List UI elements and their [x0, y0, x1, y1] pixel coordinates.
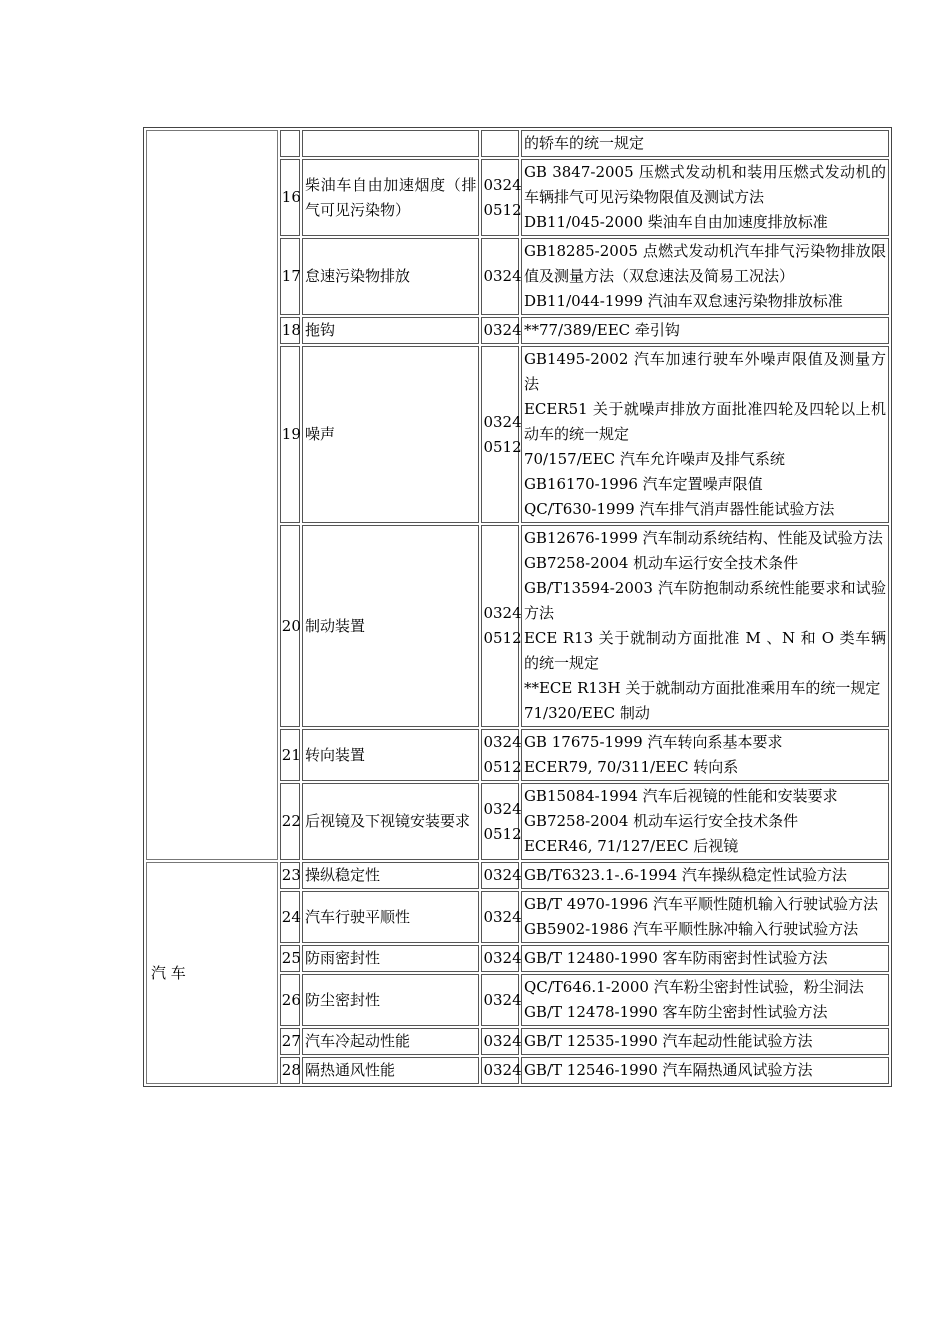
item-number: 24	[280, 891, 300, 943]
item-name: 怠速污染物排放	[302, 238, 479, 315]
item-code: 0324	[483, 949, 522, 967]
standard-entry: QC/T630-1999 汽车排气消声器性能试验方法	[523, 500, 835, 518]
standard-entry: GB/T 12478-1990 客车防尘密封性试验方法	[523, 1003, 828, 1021]
item-standards	[521, 346, 889, 523]
standard-entry: GB/T 4970-1996 汽车平顺性随机输入行驶试验方法	[523, 895, 878, 913]
item-code: 0324	[483, 990, 522, 1009]
item-codes	[481, 317, 522, 344]
item-number: 16	[280, 159, 300, 236]
standard-entry: GB1495-2002 汽车加速行驶车外噪声限值及测量方法	[523, 350, 886, 393]
standard-entry: GB 17675-1999 汽车转向系基本要求	[523, 733, 783, 751]
item-code: 0324	[483, 799, 522, 818]
standard-entry: ECE R13 关于就制动方面批准 M 、N 和 O 类车辆的统一规定	[523, 629, 886, 672]
item-codes	[481, 974, 522, 1026]
table-row	[146, 130, 889, 157]
item-codes	[481, 525, 522, 727]
item-standards	[521, 891, 889, 943]
standard-entry: GB5902-1986 汽车平顺性脉冲输入行驶试验方法	[523, 920, 859, 938]
item-standards	[521, 974, 889, 1026]
item-codes	[481, 891, 522, 943]
item-number: 23	[280, 862, 300, 889]
category-cell	[146, 862, 278, 1084]
table-row	[146, 862, 889, 889]
item-name: 汽车行驶平顺性	[302, 891, 479, 943]
item-codes	[481, 238, 522, 315]
item-number	[280, 130, 300, 157]
standard-entry: GB7258-2004 机动车运行安全技术条件	[523, 554, 799, 572]
item-code: 0324	[483, 907, 522, 926]
item-code: 0324	[483, 321, 522, 339]
item-codes	[481, 346, 522, 523]
item-standards	[521, 729, 889, 781]
item-number: 20	[280, 525, 300, 727]
item-number: 19	[280, 346, 300, 523]
item-codes	[481, 945, 522, 972]
standard-entry: GB/T6323.1-.6-1994 汽车操纵稳定性试验方法	[523, 866, 847, 884]
item-standards	[521, 238, 889, 315]
item-number: 25	[280, 945, 300, 972]
standard-entry: **ECE R13H 关于就制动方面批准乘用车的统一规定	[523, 679, 881, 697]
standard-entry: DB11/045-2000 柴油车自由加速度排放标准	[523, 213, 828, 231]
standards-table	[143, 127, 892, 1087]
item-code: 0512	[483, 758, 522, 776]
standard-entry: GB/T13594-2003 汽车防抱制动系统性能要求和试验方法	[523, 579, 886, 622]
item-standards	[521, 945, 889, 972]
item-code: 0324	[483, 604, 522, 622]
item-codes	[481, 1028, 522, 1055]
item-name: 隔热通风性能	[302, 1057, 479, 1084]
standard-entry: GB7258-2004 机动车运行安全技术条件	[523, 812, 799, 830]
item-number: 26	[280, 974, 300, 1026]
item-code: 0324	[483, 866, 522, 884]
item-standards	[521, 862, 889, 889]
standard-entry: ECER51 关于就噪声排放方面批准四轮及四轮以上机动车的统一规定	[523, 400, 886, 443]
item-code: 0324	[483, 733, 522, 751]
item-code: 0512	[483, 824, 522, 843]
item-name: 操纵稳定性	[302, 862, 479, 889]
standard-entry: 70/157/EEC 汽车允许噪声及排气系统	[523, 450, 785, 468]
standard-entry: GB16170-1996 汽车定置噪声限值	[523, 475, 763, 493]
standard-entry: GB18285-2005 点燃式发动机汽车排气污染物排放限值及测量方法（双怠速法及简易工况法）	[523, 242, 886, 285]
item-code: 0324	[483, 175, 522, 194]
item-name	[302, 130, 479, 157]
item-name: 后视镜及下视镜安装要求	[302, 783, 479, 860]
standard-entry: GB/T 12546-1990 汽车隔热通风试验方法	[523, 1061, 813, 1079]
item-standards	[521, 1057, 889, 1084]
item-code: 0324	[483, 412, 522, 431]
category-cell	[146, 130, 278, 860]
item-name: 柴油车自由加速烟度（排气可见污染物）	[302, 159, 479, 236]
standard-entry: ECER46, 71/127/EEC 后视镜	[523, 837, 739, 855]
standard-entry: GB/T 12535-1990 汽车起动性能试验方法	[523, 1032, 813, 1050]
item-code: 0512	[483, 200, 522, 219]
item-code: 0512	[483, 437, 522, 456]
item-number: 22	[280, 783, 300, 860]
standard-entry: GB15084-1994 汽车后视镜的性能和安装要求	[523, 787, 838, 805]
item-standards	[521, 159, 889, 236]
item-codes	[481, 862, 522, 889]
standard-entry: 的轿车的统一规定	[523, 134, 644, 152]
item-code: 0324	[483, 267, 522, 285]
standard-entry: GB12676-1999 汽车制动系统结构、性能及试验方法	[523, 529, 883, 547]
item-codes	[481, 783, 522, 860]
item-name: 汽车冷起动性能	[302, 1028, 479, 1055]
item-name: 拖钩	[302, 317, 479, 344]
item-code: 0324	[483, 1032, 522, 1050]
item-codes	[481, 729, 522, 781]
item-name: 噪声	[302, 346, 479, 523]
item-number: 28	[280, 1057, 300, 1084]
item-name: 防尘密封性	[302, 974, 479, 1026]
item-name: 转向装置	[302, 729, 479, 781]
item-code: 0512	[483, 629, 522, 647]
item-name: 制动装置	[302, 525, 479, 727]
standard-entry: GB/T 12480-1990 客车防雨密封性试验方法	[523, 949, 828, 967]
item-standards	[521, 525, 889, 727]
standard-entry: **77/389/EEC 牵引钩	[523, 321, 680, 339]
standard-entry: QC/T646.1-2000 汽车粉尘密封性试验，粉尘洞法	[523, 978, 864, 996]
item-name: 防雨密封性	[302, 945, 479, 972]
item-standards	[521, 783, 889, 860]
standard-entry: GB 3847-2005 压燃式发动机和装用压燃式发动机的车辆排气可见污染物限值及测试方法	[523, 163, 886, 206]
item-codes	[481, 159, 522, 236]
item-standards	[521, 1028, 889, 1055]
standard-entry: ECER79, 70/311/EEC 转向系	[523, 758, 739, 776]
standard-entry: DB11/044-1999 汽油车双怠速污染物排放标准	[523, 292, 843, 310]
item-codes	[481, 130, 519, 157]
standards-table-body	[146, 130, 889, 1084]
item-number: 17	[280, 238, 300, 315]
item-standards	[521, 317, 889, 344]
item-number: 27	[280, 1028, 300, 1055]
category-label: 汽 车	[151, 963, 186, 982]
item-number: 21	[280, 729, 300, 781]
item-codes	[481, 1057, 522, 1084]
item-standards	[521, 130, 889, 157]
item-code: 0324	[483, 1061, 522, 1079]
item-number: 18	[280, 317, 300, 344]
standard-entry: 71/320/EEC 制动	[523, 704, 650, 722]
